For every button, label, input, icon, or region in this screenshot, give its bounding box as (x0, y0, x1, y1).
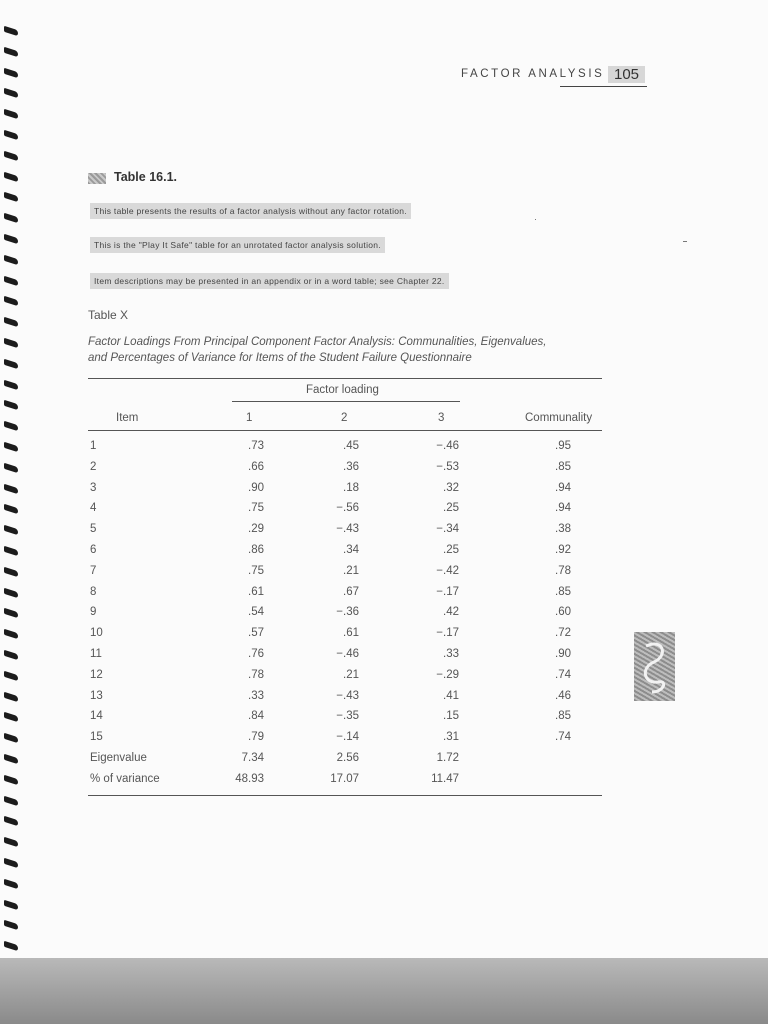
spiral-coil (4, 837, 18, 848)
factor-2-loading: .21 (343, 668, 359, 681)
spiral-coil (4, 234, 18, 245)
factor-1-loading: .73 (248, 440, 264, 452)
factor-2-loading: −.14 (336, 731, 359, 744)
spiral-coil (4, 67, 18, 78)
item-number: 4 (90, 502, 97, 515)
item-number: 15 (90, 731, 103, 744)
spiral-binding (0, 0, 28, 958)
spiral-coil (4, 317, 18, 328)
factor-3-loading: .32 (443, 481, 459, 494)
eigenvalue-factor-2: 2.56 (336, 752, 359, 764)
item-number: 6 (90, 544, 97, 556)
stray-mark (683, 241, 687, 242)
factor-1-loading: .54 (248, 606, 264, 619)
communality-value: .60 (555, 606, 571, 619)
factor-3-loading: −.29 (436, 668, 459, 681)
item-number: 5 (90, 523, 97, 536)
spiral-coil (4, 587, 18, 598)
spiral-coil (4, 546, 18, 557)
spiral-coil (4, 192, 18, 203)
spiral-coil (4, 816, 18, 827)
communality-value: .38 (555, 523, 571, 536)
variance-factor-3: 11.47 (431, 773, 459, 785)
spiral-coil (4, 504, 18, 515)
communality-value: .94 (555, 481, 571, 494)
factor-3-loading: .25 (443, 544, 459, 556)
table-top-rule (88, 378, 602, 379)
factor-3-loading: .15 (443, 710, 459, 723)
spiral-coil (4, 400, 18, 411)
factor-1-loading: .90 (248, 481, 264, 494)
communality-value: .85 (555, 585, 571, 598)
spiral-coil (4, 442, 18, 453)
spiral-coil (4, 712, 18, 723)
communality-value: .85 (555, 460, 571, 473)
factor-3-loading: −.17 (436, 585, 459, 598)
spiral-coil (4, 754, 18, 765)
spiral-coil (4, 691, 18, 702)
factor-3-loading: −.53 (436, 460, 459, 473)
spiral-coil (4, 650, 18, 661)
factor-1-loading: .75 (248, 502, 264, 515)
factor-1-loading: .66 (248, 460, 264, 473)
item-number: 7 (90, 564, 97, 577)
item-number: 11 (90, 648, 102, 660)
communality-value: .46 (555, 689, 571, 702)
spiral-coil (4, 920, 18, 931)
communality-value: .78 (555, 564, 571, 577)
spiral-coil (4, 338, 18, 349)
caption-line-1: Factor Loadings From Principal Component Factor Analysis: Communalities, Eigenvalues, (88, 336, 547, 348)
column-header-item: Item (116, 412, 139, 424)
variance-factor-2: 17.07 (330, 773, 359, 785)
spanner-rule (232, 401, 460, 402)
spiral-coil (4, 671, 18, 682)
factor-2-loading: .18 (343, 481, 359, 494)
spiral-coil (4, 733, 18, 744)
page-underside (0, 958, 768, 1024)
factor-3-loading: .41 (443, 689, 459, 702)
table-label: Table X (88, 308, 129, 322)
communality-value: .94 (555, 502, 571, 515)
spiral-coil (4, 109, 18, 120)
factor-1-loading: .79 (248, 731, 264, 744)
note-icon (88, 173, 106, 184)
spiral-coil (4, 296, 18, 307)
item-number: 8 (90, 585, 97, 598)
spiral-coil (4, 775, 18, 786)
spiral-coil (4, 88, 18, 99)
spiral-coil (4, 275, 18, 286)
stray-mark (535, 219, 536, 220)
spiral-coil (4, 47, 18, 58)
spiral-coil (4, 379, 18, 390)
chapter-tab-icon (634, 632, 675, 701)
factor-1-loading: .57 (248, 627, 264, 640)
item-number: 2 (90, 460, 97, 473)
spiral-coil (4, 899, 18, 910)
factor-2-loading: .36 (343, 460, 359, 473)
factor-3-loading: −.42 (436, 564, 459, 577)
factor-2-loading: −.43 (336, 689, 359, 702)
spiral-coil (4, 941, 18, 952)
running-head: FACTOR ANALYSIS (461, 68, 605, 80)
factor-2-loading: .67 (343, 585, 359, 598)
communality-value: .74 (555, 668, 571, 681)
spiral-coil (4, 567, 18, 578)
spiral-coil (4, 795, 18, 806)
note-line-2: This is the "Play It Safe" table for an unrotated factor analysis solution. (90, 237, 385, 253)
item-number: 14 (90, 710, 103, 723)
factor-1-loading: .78 (248, 668, 264, 681)
spiral-coil (4, 879, 18, 890)
item-number: 3 (90, 481, 97, 494)
running-head-rule (560, 86, 647, 87)
spiral-coil (4, 525, 18, 536)
item-number: 12 (90, 668, 103, 681)
communality-value: .85 (555, 710, 571, 723)
factor-3-loading: .31 (443, 731, 459, 744)
spiral-coil (4, 255, 18, 266)
spiral-coil (4, 171, 18, 182)
spiral-coil (4, 359, 18, 370)
factor-2-loading: .21 (343, 564, 359, 577)
factor-2-loading: −.43 (336, 523, 359, 536)
factor-1-loading: .33 (248, 689, 264, 702)
factor-1-loading: .84 (248, 710, 264, 723)
eigenvalue-factor-1: 7.34 (241, 752, 264, 764)
factor-2-loading: .61 (343, 627, 359, 640)
table-bottom-rule (88, 795, 602, 796)
spiral-coil (4, 421, 18, 432)
factor-2-loading: −.35 (336, 710, 359, 723)
header-rule (88, 430, 602, 431)
note-line-1: This table presents the results of a factor analysis without any factor rotation. (90, 203, 411, 219)
factor-1-loading: .61 (248, 585, 264, 598)
factor-3-loading: −.17 (436, 627, 459, 640)
note-line-3: Item descriptions may be presented in an appendix or in a word table; see Chapter 22. (90, 273, 449, 289)
spiral-coil (4, 629, 18, 640)
spiral-coil (4, 26, 18, 37)
factor-3-loading: .25 (443, 502, 459, 515)
communality-value: .92 (555, 544, 571, 556)
spiral-coil (4, 858, 18, 869)
communality-value: .95 (555, 440, 571, 452)
factor-3-loading: −.34 (436, 523, 459, 536)
caption-line-2: and Percentages of Variance for Items of the Student Failure Questionnaire (88, 352, 472, 364)
eigenvalue-factor-3: 1.72 (436, 752, 459, 764)
factor-2-loading: −.36 (336, 606, 359, 619)
communality-value: .72 (555, 627, 571, 640)
variance-label: % of variance (90, 773, 160, 785)
factor-3-loading: .33 (443, 648, 459, 660)
item-number: 13 (90, 689, 103, 702)
spiral-coil (4, 213, 18, 224)
table-caption (88, 334, 618, 366)
column-header-factor-1: 1 (246, 412, 253, 424)
factor-3-loading: −.46 (436, 440, 459, 452)
factor-1-loading: .86 (248, 544, 264, 556)
spiral-coil (4, 151, 18, 162)
factor-2-loading: .45 (343, 440, 359, 452)
spiral-coil (4, 608, 18, 619)
factor-1-loading: .29 (248, 523, 264, 536)
factor-3-loading: .42 (443, 606, 459, 619)
factor-1-loading: .75 (248, 564, 264, 577)
factor-2-loading: −.56 (336, 502, 359, 515)
column-header-factor-2: 2 (341, 412, 348, 424)
column-header-factor-3: 3 (438, 412, 445, 424)
spiral-coil (4, 483, 18, 494)
item-number: 9 (90, 606, 97, 619)
factor-2-loading: .34 (343, 544, 359, 556)
page-number: 105 (608, 66, 645, 83)
spiral-coil (4, 130, 18, 141)
variance-factor-1: 48.93 (235, 773, 264, 785)
note-title: Table 16.1. (114, 170, 177, 184)
communality-value: .90 (555, 648, 571, 660)
column-header-communality: Communality (525, 412, 593, 424)
spiral-coil (4, 463, 18, 474)
spanner-heading: Factor loading (306, 384, 379, 396)
factor-2-loading: −.46 (336, 648, 359, 660)
eigenvalue-label: Eigenvalue (90, 752, 147, 764)
item-number: 10 (90, 627, 103, 640)
factor-1-loading: .76 (248, 648, 264, 660)
communality-value: .74 (555, 731, 571, 744)
item-number: 1 (90, 440, 97, 452)
